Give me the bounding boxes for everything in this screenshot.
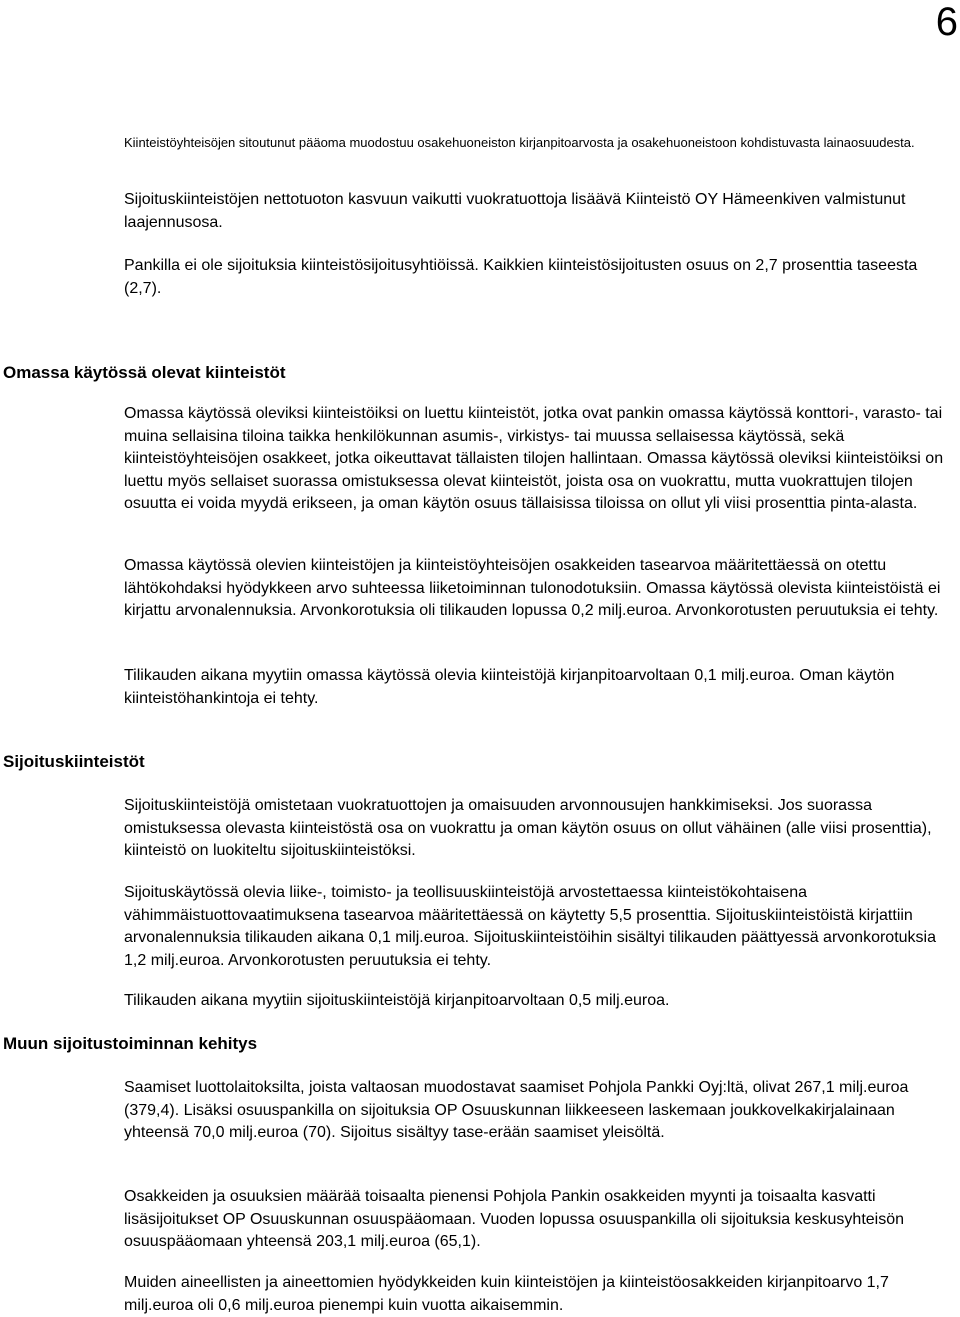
intro-paragraph-2: Sijoituskiinteistöjen nettotuoton kasvuun vaikutti vuokratuottoja lisäävä Kiinteistö OY Hämeenkiven valmistunut laajennusosa. <box>124 191 906 231</box>
section-heading-other-investments: Muun sijoitustoiminnan kehitys <box>3 1034 258 1053</box>
investment-paragraph-1: Sijoituskiinteistöjä omistetaan vuokratuottojen ja omaisuuden arvonnousujen hankkimiseksi. Jos suorassa omistuksessa olevasta kiinteistöstä osa on vuokrattu ja oman käytön osuus on ollut vähäinen (alle viisi prosenttia), kiinteistö on luokiteltu sijoituskiinteistöksi. <box>124 797 932 859</box>
own-use-paragraph-3: Tilikauden aikana myytiin omassa käytössä olevia kiinteistöjä kirjanpitoarvoltaan 0,1 milj.euroa. Oman käytön kiinteistöhankintoja ei tehty. <box>124 667 895 707</box>
investment-paragraph-2: Sijoituskäytössä olevia liike-, toimisto- ja teollisuuskiinteistöjä arvostettaessa kiinteistökohtaisena vähimmäistuottovaatimuksena tasearvoa määritettäessä on käytetty 5,5 prosenttia. Sijoituskiinteistöistä kirjattiin arvonalennuksia tilikauden aikana 0,1 milj.euroa. Sijoituskiinteistöihin sisältyi tilikauden päättyessä arvonkorotuksia 1,2 milj.euroa. Arvonkorotusten peruutuksia ei tehty. <box>124 884 936 969</box>
intro-paragraph-3: Pankilla ei ole sijoituksia kiinteistösijoitusyhtiöissä. Kaikkien kiinteistösijoitusten osuus on 2,7 prosenttia taseesta (2,7). <box>124 257 918 297</box>
other-paragraph-3: Muiden aineellisten ja aineettomien hyödykkeiden kuin kiinteistöjen ja kiinteistöosakkeiden kirjanpitoarvo 1,7 milj.euroa oli 0,6 milj.euroa pienempi kuin vuotta aikaisemmin. <box>124 1274 889 1314</box>
section-heading-investment: Sijoituskiinteistöt <box>3 752 145 771</box>
own-use-paragraph-1: Omassa käytössä oleviksi kiinteistöiksi on luettu kiinteistöt, jotka ovat pankin omassa käytössä konttori-, varasto- tai muina sellaisina tiloina taikka henkilökunnan asumis-, virkistys- tai muussa sellaisessa käytössä, sekä kiinteistöyhteisöjen osakkeet, jotka oikeuttavat tällaisten tilojen hallintaan. Omassa käytössä oleviksi kiinteistöiksi on luettu myös sellaiset suorassa omistuksessa olevat kiinteistöt, joista osa on vuokrattu, mutta vuokrattujen tilojen osuutta ei voida myydä erikseen, ja oman käytön osuus tällaisissa tiloissa on ollut yli viisi prosenttia pinta-alasta. <box>124 405 944 512</box>
other-paragraph-1: Saamiset luottolaitoksilta, joista valtaosan muodostavat saamiset Pohjola Pankki Oyj:ltä, olivat 267,1 milj.euroa (379,4). Lisäksi osuuspankilla on sijoituksia OP Osuuskunnan liikkeeseen laskemaan joukkovelkakirjalainaan yhteensä 70,0 milj.euroa (70). Sijoitus sisältyy tase-erään saamiset yleisöltä. <box>124 1079 909 1141</box>
investment-paragraph-3: Tilikauden aikana myytiin sijoituskiinteistöjä kirjanpitoarvoltaan 0,5 milj.euroa. <box>124 992 670 1009</box>
intro-paragraph-1: Kiinteistöyhteisöjen sitoutunut pääoma muodostuu osakehuoneiston kirjanpitoarvosta ja osakehuoneistoon kohdistuvasta lainaosuudesta. <box>124 135 915 150</box>
section-heading-own-use: Omassa käytössä olevat kiinteistöt <box>3 363 286 382</box>
page-number: 6 <box>935 0 958 44</box>
other-paragraph-2: Osakkeiden ja osuuksien määrää toisaalta pienensi Pohjola Pankin osakkeiden myynti ja toisaalta kasvatti lisäsijoitukset OP Osuuskunnan osuuspääomaan. Vuoden lopussa osuuspankilla oli sijoituksia keskusyhteisön osuuspääomaan yhteensä 203,1 milj.euroa (65,1). <box>124 1188 905 1250</box>
own-use-paragraph-2: Omassa käytössä olevien kiinteistöjen ja kiinteistöyhteisöjen osakkeiden tasearvoa määritettäessä on otettu lähtökohdaksi hyödykkeen arvo suhteessa liiketoiminnan tulonodotuksiin. Omassa käytössä olevista kiinteistöistä ei kirjattu arvonalennuksia. Arvonkorotuksia oli tilikauden lopussa 0,2 milj.euroa. Arvonkorotusten peruutuksia ei tehty. <box>124 557 941 619</box>
